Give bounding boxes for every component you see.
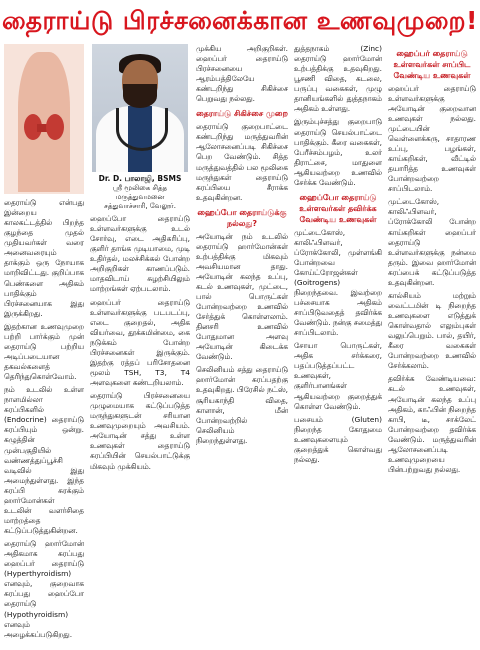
paragraph: ஹைப்போ தைராய்டு உள்ளவர்களுக்கு உடல் சோர்வு, எடை அதிகரிப்பு, குளிர் தாங்க முடியாமை, முடி உதிர்தல், மலச்சிக்கல் போன்ற அறிகுறிகள் காணப்படும். மாதவிடாய் சுழற்சியிலும் மாற்றங்கள் ஏற்படலாம்.: [90, 214, 190, 294]
paragraph: முக்கிய அறிகுறிகள். ஹைப்பர் தைராய்டு பிரச்சனையை ஆரம்பத்திலேயே கண்டறிந்து சிகிச்சை பெறுவது நல்லது.: [196, 44, 288, 104]
subheading: தைராய்டு சிகிச்சை முறை: [196, 109, 288, 119]
paragraph: ஹைப்பர் தைராய்டு உள்ளவர்களுக்கு அயோடின் குறைவான உணவுகள் நல்லது. முட்டையின் வெள்ளைக்கரு, சாதாரண உப்பு, பழங்கள், காய்கறிகள், வீட்டில் தயாரித்த உணவுகள் போன்றவற்றை சாப்பிடலாம்.: [388, 83, 476, 194]
paragraph: முட்டைகோஸ், காலிஃபிளவர், ப்ரோக்கோலி, முள்ளங்கி போன்றவை கோய்ட்ரோஜன்கள் (Goitrogens) நிறைந்தவை. இவற்றை பச்சையாக அதிகம் சாப்பிடுவதைத் தவிர்க்க வேண்டும். நன்கு சமைத்து சாப்பிடலாம்.: [294, 227, 382, 338]
column-4: [294, 44, 382, 648]
paragraph: தைராய்டு பிரச்சனையை முழுமையாக கட்டுப்படுத்த மருந்துகளுடன் சரியான உணவுமுறையும் அவசியம். அயோடின் சத்து உள்ள உணவுகள் தைராய்டு சுரப்பியின் செயல்பாட்டுக்கு மிகவும் முக்கியம்.: [90, 391, 190, 471]
column-3: [196, 44, 288, 648]
paragraph: துத்தநாகம் (Zinc) தைராய்டு ஹார்மோன் உற்பத்திக்கு உதவுகிறது. பூசணி விதை, கடலை, பருப்பு வகைகள், முழு தானியங்களில் துத்தநாகம் அதிகம் உள்ளது.: [294, 44, 382, 114]
article-body: [4, 44, 476, 648]
paragraph: தவிர்க்க வேண்டியவை: கடல் உணவுகள், அயோடின் கலந்த உப்பு அதிகம், காஃபின் நிறைந்த காபி, டீ, சாக்லேட் போன்றவற்றை தவிர்க்க வேண்டும். மருத்துவரின் ஆலோசனைப்படி உணவுமுறையை பின்பற்றுவது நல்லது.: [388, 374, 476, 474]
doctor-location: சத்துவாச்சாரி, வேலூர்.: [104, 201, 176, 210]
column-2: [90, 214, 190, 648]
column-5: [388, 44, 476, 648]
paragraph: செலினியம் சத்து தைராய்டு ஹார்மோன் சுரப்பதற்கு உதவுகிறது. பிரேசில் நட்ஸ், சூரியகாந்தி விதை, காளான், மீன் போன்றவற்றில் செலினியம் நிறைந்துள்ளது.: [196, 365, 288, 445]
doctor-clinic: ஸ்ரீ மூலிகை சித்த மருத்துவமனை: [112, 183, 168, 201]
headline: தைராய்டு பிரச்சனைக்கான உணவுமுறை!: [2, 5, 478, 35]
paragraph: நம் உடலில் உள்ள நாளமில்லா சுரப்பிகளில் (Endocrine) தைராய்டு சுரப்பியும் ஒன்று. கழுத்தின் முன்பகுதியில் வண்ணத்துப்பூச்சி வடிவில் இது அமைந்துள்ளது. இந்த சுரப்பி சுரக்கும் ஹார்மோன்கள் உடலின் வளர்சிதை மாற்றத்தை கட்டுப்படுத்துகின்றன.: [4, 385, 84, 535]
thyroid-illustration: [4, 44, 84, 194]
paragraph: தைராய்டு குறைபாட்டை கண்டறிந்து மருத்துவரின் ஆலோசனைப்படி சிகிச்சை பெற வேண்டும். சித்த மருத்துவத்தில் பல மூலிகை மருந்துகள் தைராய்டு சுரப்பியை சீராக்க உதவுகின்றன.: [196, 122, 288, 202]
paragraph: அயோடின் நம் உடலில் தைராய்டு ஹார்மோன்கள் உற்பத்திக்கு மிகவும் அவசியமான தாது. அயோடின் கலந்த உப்பு, கடல் உணவுகள், முட்டை, பால் பொருட்கள் போன்றவற்றை உணவில் சேர்த்துக் கொள்ளலாம். தினசரி உணவில் போதுமான அளவு அயோடின் கிடைக்க வேண்டும்.: [196, 231, 288, 362]
column-1: [4, 44, 84, 648]
paragraph: கால்சியம் மற்றும் வைட்டமின் டி நிறைந்த உணவுகளை எடுத்துக் கொள்வதால் எலும்புகள் வலுப்பெறும். பால், தயிர், கீரை வகைகள் போன்றவற்றை உணவில் சேர்க்கலாம்.: [388, 290, 476, 371]
paragraph: ஹைப்பர் தைராய்டு உள்ளவர்களுக்கு படபடப்பு, எடை குறைதல், அதிக வியர்வை, தூக்கமின்மை, கை நடுக்கம் போன்ற பிரச்சனைகள் இருக்கும். இதற்கு ரத்தப் பரிசோதனை மூலம் TSH, T3, T4 அளவுகளை கண்டறியலாம்.: [90, 297, 190, 387]
paragraph: இதற்கான உணவுமுறை பற்றி பார்க்கும் முன் தைராய்டு பற்றிய அடிப்படையான தகவல்களைத் தெரிந்துகொள்வோம்.: [4, 321, 84, 382]
paragraph: சோயா பொருட்கள், அதிக சர்க்கரை, பதப்படுத்தப்பட்ட உணவுகள், குளிர்பானங்கள் ஆகியவற்றை குறைத்துக் கொள்ள வேண்டும்.: [294, 341, 382, 411]
paragraph: தைராய்டு ஹார்மோன் அதிகமாக சுரப்பது ஹைப்பர் தைராய்டு (Hyperthyroidism) எனவும், குறைவாக சுரப்பது ஹைப்போ தைராய்டு (Hypothyroidism) எனவும் அழைக்கப்படுகிறது.: [4, 539, 84, 639]
doctor-caption: [92, 174, 188, 211]
paragraph: தைராய்டு என்பது இன்றைய காலகட்டத்தில் பிறந்த குழந்தை முதல் முதியவர்கள் வரை அனைவரையும் தாக்கும் ஒரு நோயாக மாறிவிட்டது. குறிப்பாக பெண்களை அதிகம் பாதிக்கும் பிரச்சனையாக இது இருக்கிறது.: [4, 198, 84, 318]
paragraph: பசையம் (Gluten) நிறைந்த கோதுமை உணவுகளையும் குறைத்துக் கொள்வது நல்லது.: [294, 414, 382, 464]
subheading: ஹைப்போ தைராய்டு உள்ளவர்கள் தவிர்க்க வேண்டிய உணவுகள்: [299, 192, 377, 224]
subheading: ஹைப்போ தைராய்டுக்கு நல்லது?: [197, 207, 287, 228]
subheading: ஹைப்பர் தைராய்டு உள்ளவர்கள் சாப்பிட வேண்டிய உணவுகள்: [393, 49, 471, 80]
doctor-photo: [92, 44, 188, 172]
doctor-name: Dr. D. பாலாஜி, BSMS: [98, 174, 182, 183]
thyroid-gland-icon: [24, 114, 64, 140]
paragraph: இரும்புச்சத்து குறைபாடு தைராய்டு செயல்பாட்டை பாதிக்கும். கீரை வகைகள், பேரீச்சம்பழம், உலர் திராட்சை, மாதுளை ஆகியவற்றை உணவில் சேர்க்க வேண்டும்.: [294, 117, 382, 187]
paragraph: முட்டைகோஸ், காலிஃபிளவர், ப்ரோக்கோலி போன்ற காய்கறிகள் ஹைப்பர் தைராய்டு உள்ளவர்களுக்கு நன்மை தரும். இவை ஹார்மோன் சுரப்பைக் கட்டுப்படுத்த உதவுகின்றன.: [388, 197, 476, 287]
